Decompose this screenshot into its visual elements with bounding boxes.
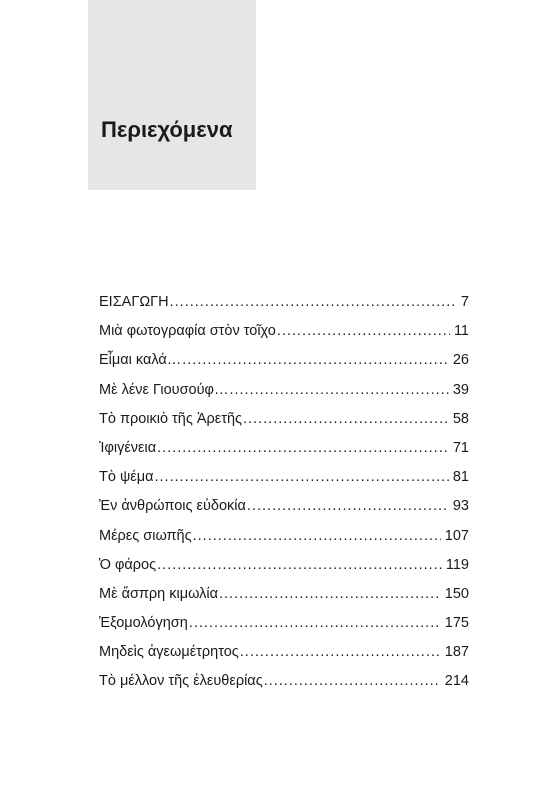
dot-leader [193, 522, 441, 551]
toc-entry-title: Τὸ προικιὸ τῆς Ἀρετῆς [99, 410, 243, 427]
toc-entry-page: 58 [452, 410, 469, 427]
dot-leader [155, 463, 449, 492]
toc-entry-page: 11 [453, 323, 469, 340]
dot-leader [277, 317, 450, 346]
dot-leader [157, 551, 442, 580]
toc-entry-title: Μέρες σιωπῆς [99, 527, 192, 544]
toc-entry-page: 150 [444, 585, 469, 602]
toc-entry-page: 26 [452, 352, 469, 369]
toc-entry-title: ΕΙΣΑΓΩΓΗ [99, 294, 169, 310]
toc-entry-title: Μὲ λένε Γιουσούφ… [99, 381, 229, 398]
dot-leader [229, 376, 448, 405]
toc-entry[interactable] [99, 317, 469, 346]
toc-entry[interactable] [99, 405, 469, 434]
dot-leader [157, 434, 449, 463]
toc-entry-page: 81 [452, 469, 469, 486]
page-title: Περιεχόμενα [101, 117, 233, 142]
dot-leader [264, 667, 441, 696]
toc-entry[interactable] [99, 492, 469, 521]
toc-entry-page: 39 [452, 381, 469, 398]
toc-entry[interactable] [99, 667, 469, 696]
toc-entry-page: 187 [444, 644, 469, 661]
toc-entry-page: 214 [444, 673, 469, 690]
dot-leader [240, 638, 441, 667]
dot-leader [182, 346, 449, 375]
toc-entry-title: Ἰφιγένεια [99, 439, 157, 456]
toc-entry[interactable] [99, 346, 469, 375]
toc-entry-page: 175 [444, 615, 469, 632]
dot-leader [170, 288, 457, 317]
toc-entry-title: Εἶμαι καλά… [99, 352, 182, 369]
dot-leader [189, 609, 441, 638]
toc-entry-title: Τὸ μέλλον τῆς ἐλευθερίας [99, 673, 263, 690]
toc-entry[interactable] [99, 609, 469, 638]
toc-entry-page: 119 [445, 556, 469, 573]
toc-entry[interactable] [99, 580, 469, 609]
toc-entry-page: 93 [452, 498, 469, 515]
dot-leader [247, 492, 449, 521]
heading-banner [88, 0, 256, 190]
dot-leader [243, 405, 449, 434]
toc-entry-title: Μηδεὶς ἀγεωμέτρητος [99, 644, 239, 661]
toc-entry[interactable] [99, 376, 469, 405]
dot-leader [219, 580, 441, 609]
toc-entry-title: Τὸ ψέμα [99, 469, 154, 486]
toc-entry-page: 107 [444, 527, 469, 544]
toc-entry-page: 71 [452, 439, 469, 456]
toc-entry-title: Ἐν ἀνθρώποις εὐδοκία [99, 498, 246, 515]
toc-entry[interactable] [99, 434, 469, 463]
toc-entry[interactable] [99, 463, 469, 492]
toc-entry-title: Μιὰ φωτογραφία στὸν τοῖχο [99, 323, 276, 340]
toc-entry-title: Ὁ φάρος [99, 556, 157, 573]
toc-entry-title: Μὲ ἄσπρη κιμωλία [99, 585, 218, 602]
table-of-contents [99, 288, 469, 697]
toc-entry[interactable] [99, 551, 469, 580]
toc-entry[interactable] [99, 288, 469, 317]
toc-entry-title: Ἐξομολόγηση [99, 615, 188, 632]
toc-entry-page: 7 [460, 294, 469, 310]
toc-entry[interactable] [99, 522, 469, 551]
toc-entry[interactable] [99, 638, 469, 667]
